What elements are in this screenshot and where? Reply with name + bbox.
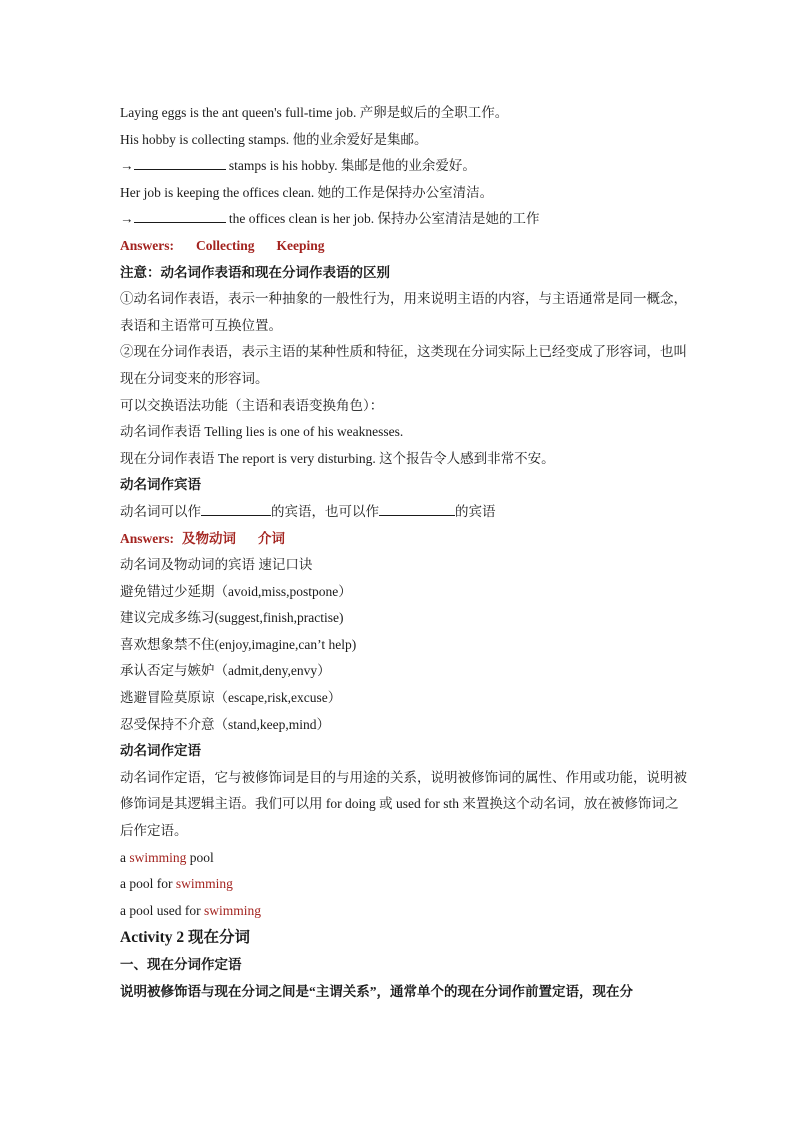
mnemonic-item: 建议完成多练习(suggest,finish,practise) <box>120 610 344 626</box>
body-text: 说明被修饰语与现在分词之间是“主谓关系”，通常单个的现在分词作前置定语，现在分 <box>120 984 633 999</box>
example-phrase: a swimming pool <box>120 849 214 865</box>
note-paragraph: ①动名词作表语，表示一种抽象的一般性行为，用来说明主语的内容，与主语通常是同一概念，表语和主语常可互换位置。 <box>120 291 687 333</box>
example-sentence: His hobby is collecting stamps. 他的业余爱好是集邮。 <box>120 131 428 147</box>
mnemonic-item: 喜欢想象禁不住(enjoy,imagine,can’t help) <box>120 636 357 652</box>
mnemonic-item: 承认否定与嫉妒（admit,deny,envy） <box>120 663 331 679</box>
mnemonic-item: 忍受保持不介意（stand,keep,mind） <box>120 716 330 732</box>
section-title: 动名词作宾语 <box>120 477 201 493</box>
fill-blank-sentence: 动名词可以作 的宾语，也可以作 的宾语 <box>120 499 690 526</box>
document-page <box>120 100 690 1006</box>
answers-line: Answers: 及物动词 介词 <box>120 530 285 546</box>
example-phrase: a pool used for swimming <box>120 902 261 918</box>
example-gerund: 动名词作表语 Telling lies is one of his weaknesses. <box>120 424 404 440</box>
fill-blank-sentence: → the offices clean is her job. 保持办公室清洁是她的工作 <box>120 206 690 233</box>
answer-blank <box>134 155 226 170</box>
example-sentence: Her job is keeping the offices clean. 她的工作是保持办公室清洁。 <box>120 184 494 200</box>
attr-paragraph: 动名词作定语，它与被修饰词是目的与用途的关系，说明被修饰词的属性、作用或功能，说明被修饰词是其逻辑主语。我们可以用 for doing 或 used for sth 来置换这个动名词，放在被修饰词之后作定语。 <box>120 769 687 839</box>
mnemonic-item: 逃避冒险莫原谅（escape,risk,excuse） <box>120 690 342 706</box>
mnemonic-title: 动名词及物动词的宾语 速记口诀 <box>120 557 313 573</box>
answer-blank <box>201 501 271 516</box>
fill-blank-sentence: → stamps is his hobby. 集邮是他的业余爱好。 <box>120 153 690 180</box>
answer-blank <box>134 208 226 223</box>
note-title: 注意：动名词作表语和现在分词作表语的区别 <box>120 264 390 280</box>
mnemonic-item: 避免错过少延期（avoid,miss,postpone） <box>120 583 352 599</box>
answers-line: Answers: Collecting Keeping <box>120 237 325 253</box>
example-phrase: a pool for swimming <box>120 876 233 892</box>
example-sentence: Laying eggs is the ant queen's full-time job. 产卵是蚁后的全职工作。 <box>120 105 509 120</box>
subsection-title: 一、现在分词作定语 <box>120 957 242 973</box>
swap-note: 可以交换语法功能（主语和表语变换角色）： <box>120 397 384 413</box>
activity-heading: Activity 2 现在分词 <box>120 929 251 947</box>
arrow-icon: → <box>120 158 134 174</box>
answer-blank <box>379 501 455 516</box>
note-paragraph: ②现在分词作表语，表示主语的某种性质和特征，这类现在分词实际上已经变成了形容词，也叫现在分词变来的形容词。 <box>120 344 687 386</box>
section-title: 动名词作定语 <box>120 743 201 759</box>
arrow-icon: → <box>120 211 134 227</box>
example-participle: 现在分词作表语 The report is very disturbing. 这个报告令人感到非常不安。 <box>120 450 555 466</box>
